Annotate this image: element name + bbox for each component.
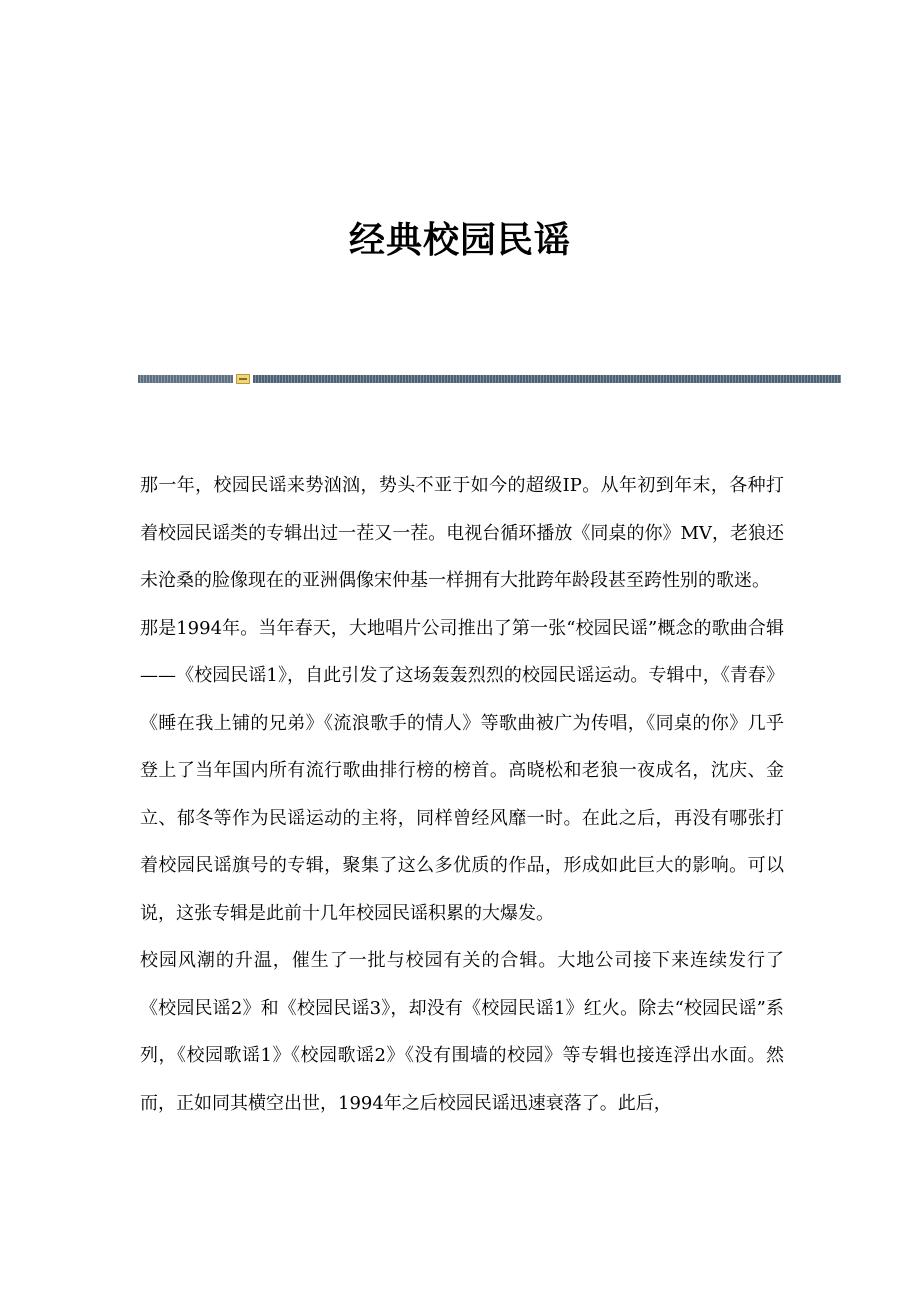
- divider-bar-right: [253, 375, 841, 383]
- title-divider: [138, 374, 841, 384]
- divider-ornament-icon: [236, 374, 250, 384]
- divider-bar-left: [138, 375, 233, 383]
- paragraph-2: 那是1994年。当年春天，大地唱片公司推出了第一张“校园民谣”概念的歌曲合辑——《校园民谣1》，自此引发了这场轰轰烈烈的校园民谣运动。专辑中，《青春》《睡在我上铺的兄弟》《流浪歌手的情人》等歌曲被广为传唱，《同桌的你》几乎登上了当年国内所有流行歌曲排行榜的榜首。高晓松和老狼一夜成名，沈庆、金立、郁冬等作为民谣运动的主将，同样曾经风靡一时。在此之后，再没有哪张打着校园民谣旗号的专辑，聚集了这么多优质的作品，形成如此巨大的影响。可以说，这张专辑是此前十几年校园民谣积累的大爆发。: [140, 617, 784, 924]
- document-body: [140, 462, 784, 1127]
- paragraph-1: 那一年，校园民谣来势汹汹，势头不亚于如今的超级IP。从年初到年末，各种打着校园民谣类的专辑出过一茬又一茬。电视台循环播放《同桌的你》MV，老狼还未沧桑的脸像现在的亚洲偶像宋仲基一样拥有大批跨年龄段甚至跨性别的歌迷。: [140, 475, 784, 591]
- paragraph-3: 校园风潮的升温，催生了一批与校园有关的合辑。大地公司接下来连续发行了《校园民谣2》和《校园民谣3》，却没有《校园民谣1》红火。除去“校园民谣”系列，《校园歌谣1》《校园歌谣2》《没有围墙的校园》等专辑也接连浮出水面。然而，正如同其横空出世，1994年之后校园民谣迅速衰落了。此后，: [140, 950, 784, 1114]
- document-title: 经典校园民谣: [348, 219, 571, 261]
